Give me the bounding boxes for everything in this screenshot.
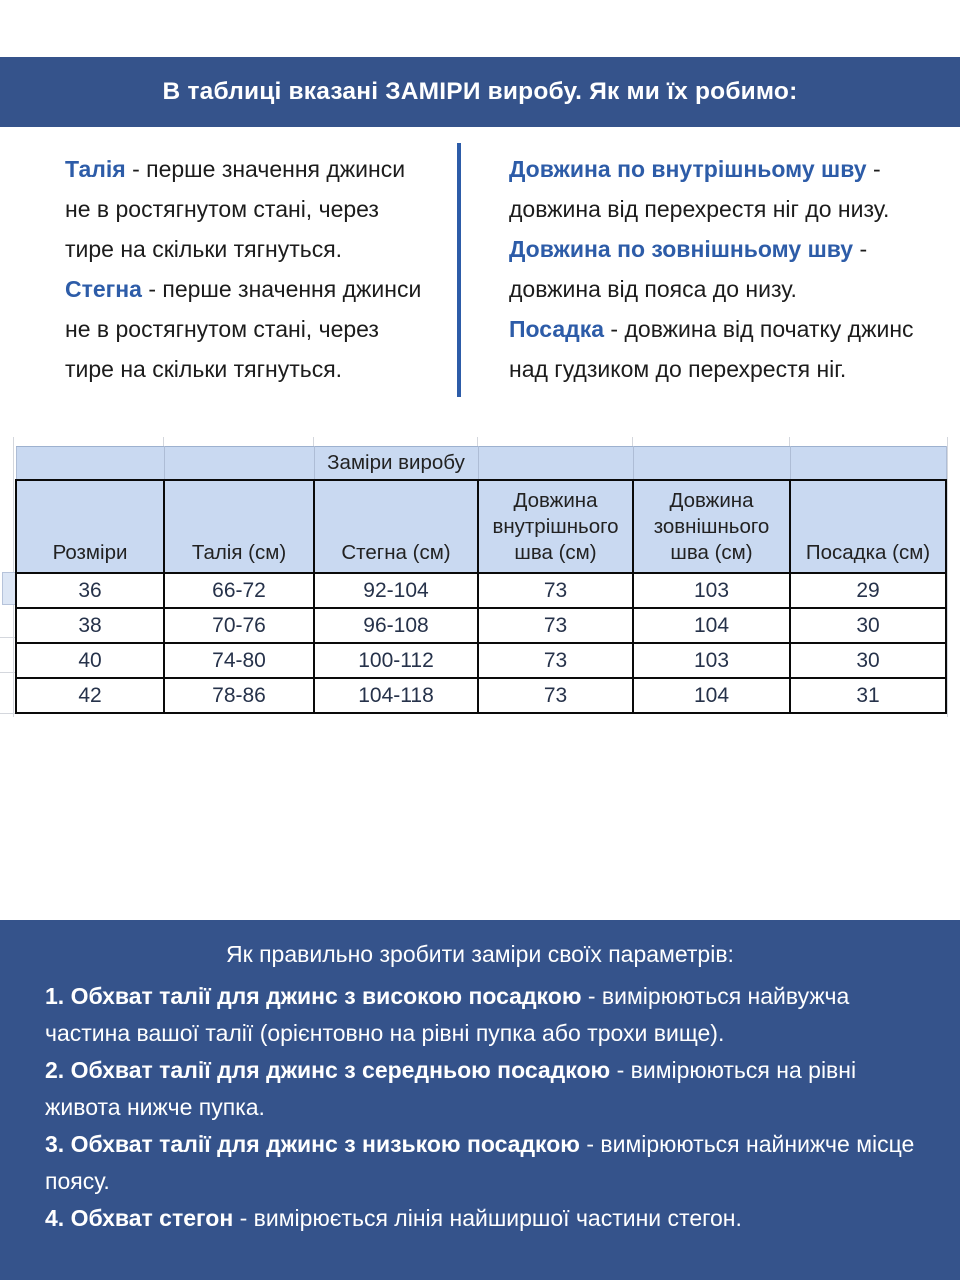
table-row xyxy=(16,643,946,678)
cell-hips: 100-112 xyxy=(314,643,478,678)
cell-outseam: 103 xyxy=(633,573,790,608)
band-cell xyxy=(16,447,164,481)
cell-hips: 104-118 xyxy=(314,678,478,713)
cell-hips: 96-108 xyxy=(314,608,478,643)
definition-waist xyxy=(65,149,431,269)
cell-inseam: 73 xyxy=(478,573,633,608)
table-row xyxy=(16,678,946,713)
size-table xyxy=(15,446,947,714)
cell-outseam: 104 xyxy=(633,678,790,713)
grid-artifact-tick xyxy=(313,437,314,446)
vertical-divider xyxy=(457,143,461,397)
column-header-inseam: Довжина внутрішнього шва (см) xyxy=(478,480,633,573)
cell-outseam: 103 xyxy=(633,643,790,678)
guide-item-lead: 4. Обхват стегон xyxy=(45,1205,234,1231)
definitions-right-column xyxy=(509,149,933,389)
banner-title: В таблиці вказані ЗАМІРИ виробу. Як ми їх робимо: xyxy=(162,78,798,105)
definition-text: - перше значення джинси не в ростягнутом стані, через тире на скільки тягнуться. xyxy=(65,276,422,382)
definition-rise xyxy=(509,309,933,389)
grid-artifact-tick xyxy=(163,437,164,446)
cell-inseam: 73 xyxy=(478,608,633,643)
definition-term: Довжина по зовнішньому шву xyxy=(509,236,854,262)
table-header-row xyxy=(16,480,946,573)
top-banner xyxy=(0,57,960,127)
column-header-outseam: Довжина зовнішнього шва (см) xyxy=(633,480,790,573)
cell-waist: 70-76 xyxy=(164,608,314,643)
column-header-rise: Посадка (см) xyxy=(790,480,946,573)
band-cell xyxy=(478,447,633,481)
cell-waist: 66-72 xyxy=(164,573,314,608)
table-band-title: Заміри виробу xyxy=(314,447,478,481)
definition-text: - довжина від пояса до низу. xyxy=(509,236,868,302)
cell-hips: 92-104 xyxy=(314,573,478,608)
definition-text: - довжина від перехрестя ніг до низу. xyxy=(509,156,890,222)
column-header-sizes: Розміри xyxy=(16,480,164,573)
row-header-sliver xyxy=(2,572,16,605)
band-cell xyxy=(633,447,790,481)
cell-waist: 74-80 xyxy=(164,643,314,678)
definitions-left-column xyxy=(65,149,431,389)
table-band-row xyxy=(16,447,946,481)
grid-artifact-stub xyxy=(0,672,15,673)
definition-text: - перше значення джинси не в ростягнутом стані, через тире на скільки тягнуться. xyxy=(65,156,406,262)
cell-size: 36 xyxy=(16,573,164,608)
cell-rise: 31 xyxy=(790,678,946,713)
column-header-waist: Талія (см) xyxy=(164,480,314,573)
definition-term: Посадка xyxy=(509,316,605,342)
cell-waist: 78-86 xyxy=(164,678,314,713)
guide-item-text: - вимірюються найнижче місце поясу. xyxy=(45,1131,915,1194)
measure-guide-title: Як правильно зробити заміри своїх параметрів: xyxy=(226,941,734,967)
grid-artifact-tick xyxy=(632,437,633,446)
definition-term: Стегна xyxy=(65,276,142,302)
cell-size: 40 xyxy=(16,643,164,678)
measure-guide-section xyxy=(0,920,960,1280)
cell-rise: 30 xyxy=(790,608,946,643)
cell-size: 42 xyxy=(16,678,164,713)
cell-size: 38 xyxy=(16,608,164,643)
grid-artifact-tick xyxy=(789,437,790,446)
cell-inseam: 73 xyxy=(478,643,633,678)
definition-hips xyxy=(65,269,431,389)
definition-term: Талія xyxy=(65,156,126,182)
cell-rise: 30 xyxy=(790,643,946,678)
guide-item-text: - вимірюються на рівні живота нижче пупка. xyxy=(45,1057,857,1120)
grid-artifact-right-line xyxy=(947,437,948,717)
definition-text: - довжина від початку джинс над гудзиком до перехрестя ніг. xyxy=(509,316,914,382)
guide-item-mid-rise xyxy=(45,1052,934,1126)
guide-item-text: - вимірюються найвужча частина вашої талії (орієнтовно на рівні пупка або трохи вище). xyxy=(45,983,850,1046)
grid-artifact-tick xyxy=(477,437,478,446)
column-header-hips: Стегна (см) xyxy=(314,480,478,573)
guide-item-high-rise xyxy=(45,978,934,1052)
guide-item-lead: 3. Обхват талії для джинс з низькою посадкою xyxy=(45,1131,580,1157)
guide-item-lead: 1. Обхват талії для джинс з високою посадкою xyxy=(45,983,582,1009)
table-row xyxy=(16,573,946,608)
definition-term: Довжина по внутрішньому шву xyxy=(509,156,867,182)
cell-rise: 29 xyxy=(790,573,946,608)
table-row xyxy=(16,608,946,643)
guide-item-hips xyxy=(45,1200,934,1237)
definition-inseam xyxy=(509,149,933,229)
guide-item-lead: 2. Обхват талії для джинс з середньою посадкою xyxy=(45,1057,611,1083)
grid-artifact-stub xyxy=(0,637,15,638)
band-cell xyxy=(164,447,314,481)
guide-item-low-rise xyxy=(45,1126,934,1200)
definition-outseam xyxy=(509,229,933,309)
cell-inseam: 73 xyxy=(478,678,633,713)
cell-outseam: 104 xyxy=(633,608,790,643)
band-cell xyxy=(790,447,946,481)
guide-item-text: - вимірюється лінія найширшої частини стегон. xyxy=(233,1205,742,1231)
size-table-wrapper xyxy=(15,446,947,714)
